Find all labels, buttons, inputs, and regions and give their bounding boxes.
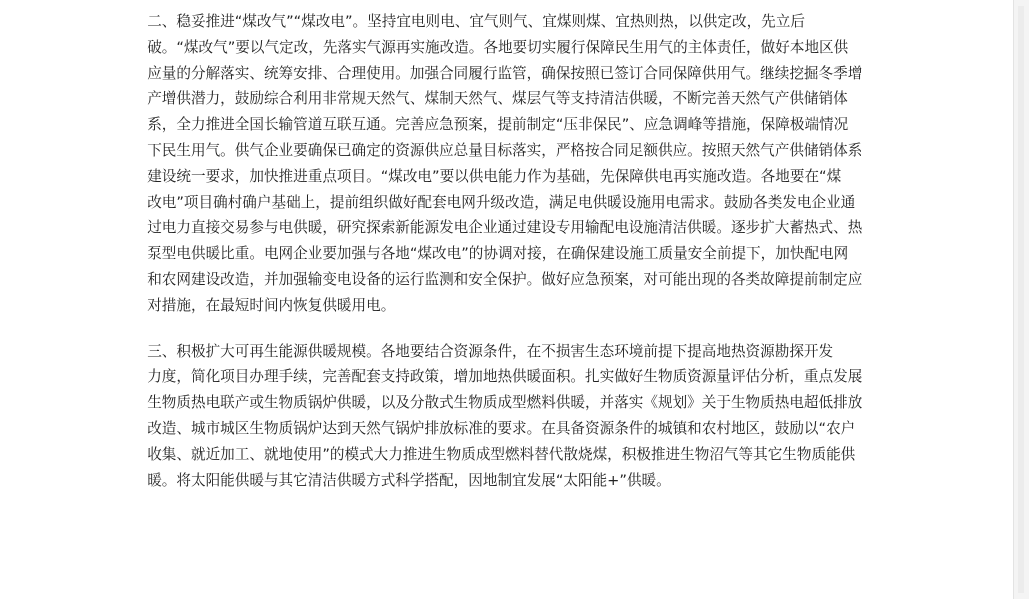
paragraph-line: 系，全力推进全国长输管道互联互通。完善应急预案，提前制定“压非保民”、应急调峰等措施，保障极端情况 <box>147 116 849 134</box>
paragraph-line: 下民生用气。供气企业要确保已确定的资源供应总量目标落实，严格按合同足额供应。按照天然气产供储销体系 <box>147 141 863 159</box>
scrollbar-track[interactable] <box>1018 6 1024 593</box>
paragraph-line: 改造、城市城区生物质锅炉达到天然气锅炉排放标准的要求。在具备资源条件的城镇和农村地区，鼓励以“农户 <box>147 419 856 437</box>
paragraph-line: 二、稳妥推进“煤改气”“煤改电”。坚持宜电则电、宜气则气、宜煤则煤、宜热则热，以供定改，先立后 <box>147 13 805 30</box>
paragraph-line: 建设统一要求，加快推进重点项目。“煤改电”要以供电能力作为基础，先保障供电再实施改造。各地要在“煤 <box>147 167 842 185</box>
article-body <box>118 9 904 493</box>
paragraph-line: 对措施，在最短时间内恢复供暖用电。 <box>147 296 396 314</box>
paragraph-line: 三、积极扩大可再生能源供暖规模。各地要结合资源条件，在不损害生态环境前提下提高地热资源勘探开发 <box>147 342 834 360</box>
paragraph-renewable-heating <box>118 339 904 494</box>
paragraph-line: 应量的分解落实、统筹安排、合理使用。加强合同履行监管，确保按照已签订合同保障供用气。继续挖掘冬季增 <box>147 64 863 82</box>
paragraph-line: 过电力直接交易参与电供暖，研究探索新能源发电企业通过建设专用输配电设施清洁供暖。逐步扩大蓄热式、热 <box>147 219 863 237</box>
paragraph-line: 泵型电供暖比重。电网企业要加强与各地“煤改电”的协调对接，在确保建设施工质量安全前提下，加快配电网 <box>147 245 849 263</box>
paragraph-line: 改电”项目确村确户基础上，提前组织做好配套电网升级改造，满足电供暖设施用电需求。鼓励各类发电企业通 <box>147 193 856 211</box>
paragraph-line: 和农网建设改造，并加强输变电设备的运行监测和安全保护。做好应急预案，对可能出现的各类故障提前制定应 <box>147 270 863 288</box>
paragraph-line: 暖。将太阳能供暖与其它清洁供暖方式科学搭配，因地制宜发展“太阳能+”供暖。 <box>147 471 671 489</box>
paragraph-line: 收集、就近加工、就地使用”的模式大力推进生物质成型燃料替代散烧煤，积极推进生物沼气等其它生物质能供 <box>147 445 856 463</box>
paragraph-line: 力度，简化项目办理手续，完善配套支持政策，增加地热供暖面积。扎实做好生物质资源量评估分析，重点发展 <box>147 368 863 386</box>
paragraph-line: 生物质热电联产或生物质锅炉供暖，以及分散式生物质成型燃料供暖，并落实《规划》关于生物质热电超低排放 <box>147 394 863 412</box>
paragraph-coal-to-gas-electricity <box>118 9 904 319</box>
paragraph-line: 破。“煤改气”要以气定改，先落实气源再实施改造。各地要切实履行保障民生用气的主体责任，做好本地区供 <box>147 38 849 56</box>
vertical-scrollbar[interactable] <box>1013 0 1029 599</box>
paragraph-line: 产增供潜力，鼓励综合利用非常规天然气、煤制天然气、煤层气等支持清洁供暖，不断完善天然气产供储销体 <box>147 90 848 108</box>
